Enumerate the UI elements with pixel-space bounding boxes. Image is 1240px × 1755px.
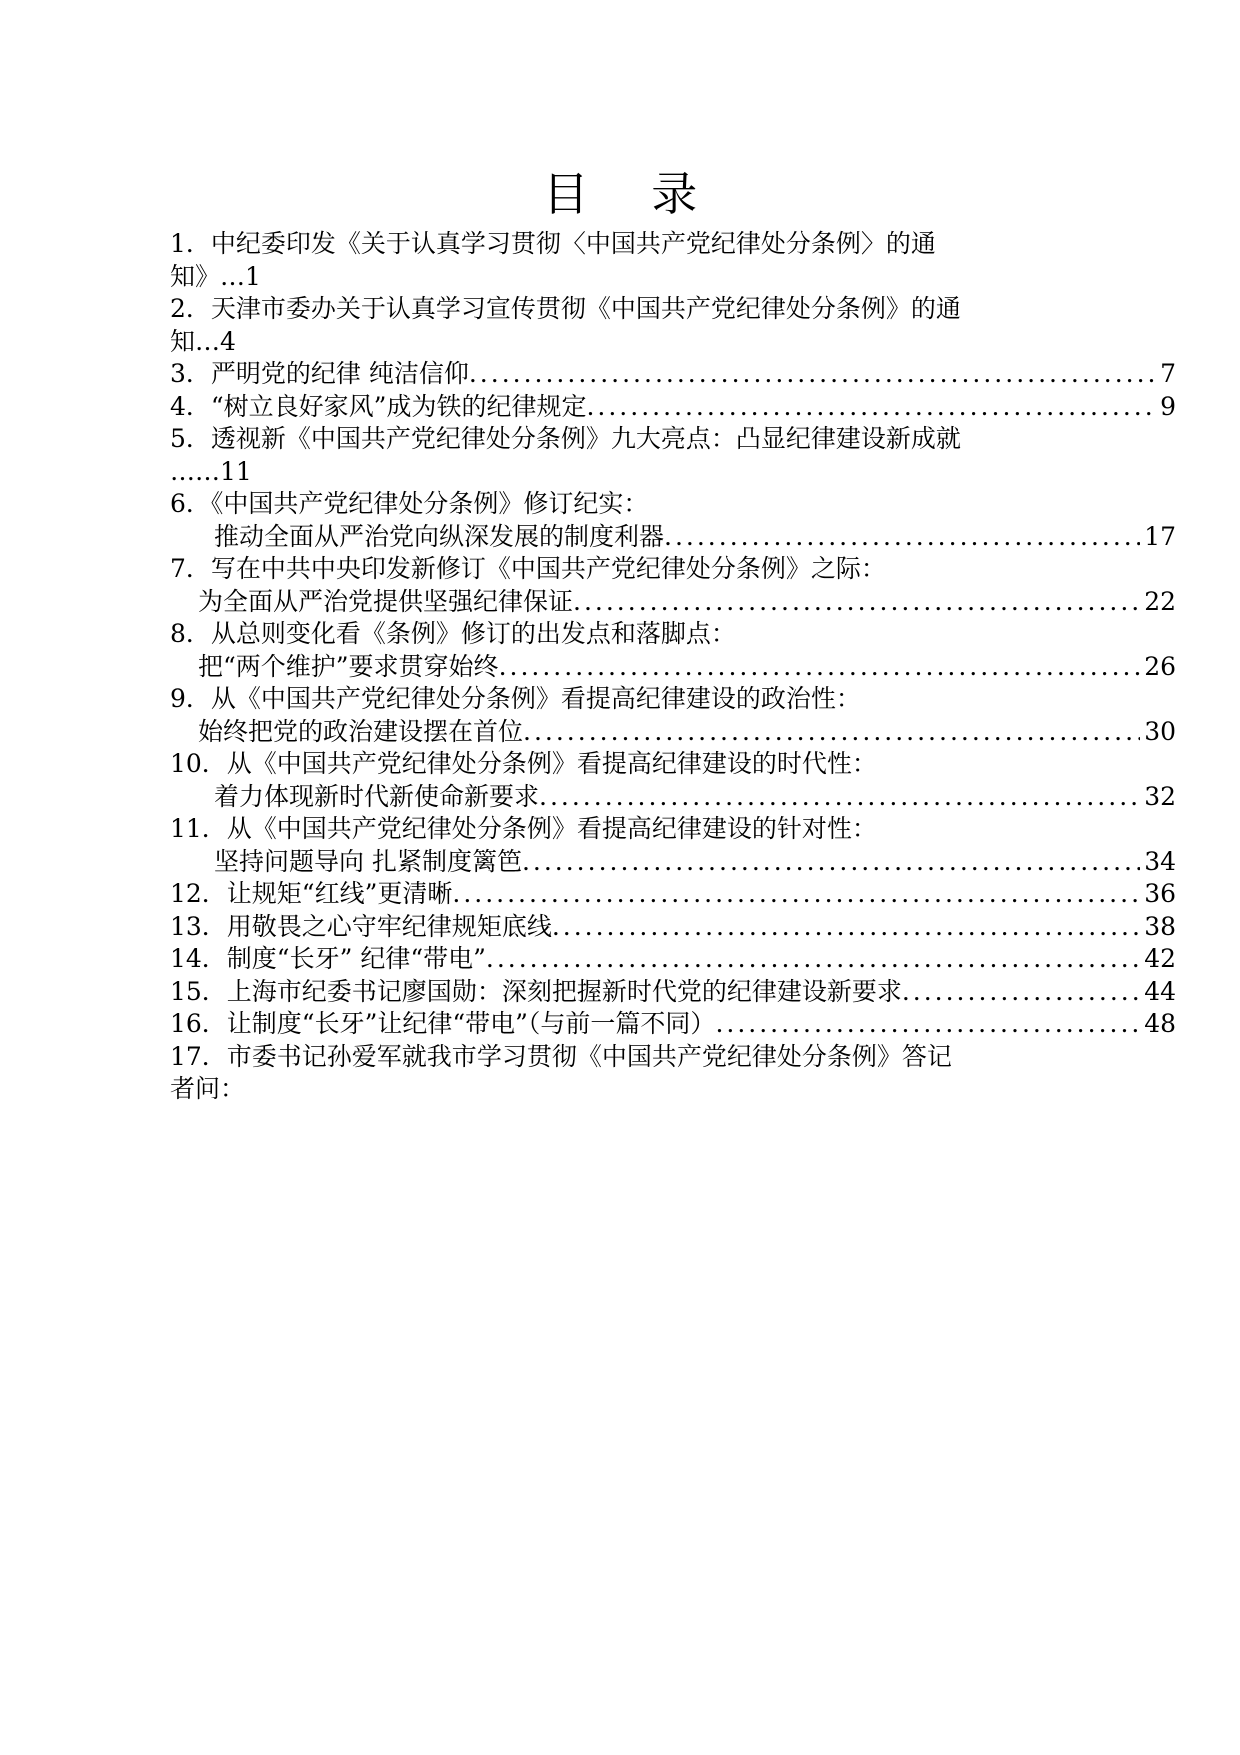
page-number: 17: [1144, 521, 1176, 551]
toc-line[interactable]: [170, 813, 1176, 846]
dot-leader: [486, 943, 1140, 976]
page-number: 48: [1144, 1009, 1176, 1038]
page-number: 36: [1144, 879, 1176, 908]
toc-line[interactable]: [170, 618, 1176, 651]
dot-leader: [522, 846, 1140, 879]
dot-leader: [715, 1008, 1140, 1041]
toc-entry-text: 7．写在中共中央印发新修订《中国共产党纪律处分条例》之际：: [170, 554, 886, 583]
page-number: 30: [1144, 716, 1176, 746]
toc-line[interactable]: [170, 358, 1176, 391]
page-number: 42: [1144, 944, 1176, 973]
toc-line[interactable]: [170, 456, 1176, 489]
toc-line[interactable]: [170, 521, 1176, 554]
page-number: 26: [1144, 651, 1176, 681]
toc-line[interactable]: [170, 553, 1176, 586]
dot-leader: [539, 781, 1140, 814]
toc-entry-text: 17．市委书记孙爱军就我市学习贯彻《中国共产党纪律处分条例》答记: [170, 1041, 952, 1071]
toc-entry-text: 16．让制度“长牙”让纪律“带电”（与前一篇不同）: [170, 1009, 716, 1038]
dot-leader: [552, 911, 1140, 944]
toc-line[interactable]: [170, 228, 1176, 261]
page-number: 38: [1144, 911, 1176, 941]
table-of-contents: [170, 228, 1176, 1106]
page-number: 32: [1144, 781, 1176, 811]
page-number: 22: [1144, 586, 1176, 616]
toc-line[interactable]: [170, 683, 1176, 716]
toc-line[interactable]: [170, 716, 1176, 749]
toc-entry-text: 2．天津市委办关于认真学习宣传贯彻《中国共产党纪律处分条例》的通: [170, 294, 961, 323]
toc-line[interactable]: [170, 293, 1176, 326]
toc-entry-text: 12．让规矩“红线”更清晰: [170, 879, 453, 908]
toc-line[interactable]: [170, 878, 1176, 911]
toc-entry-text: 者问：: [170, 1074, 246, 1103]
toc-entry-text: 10．从《中国共产党纪律处分条例》看提高纪律建设的时代性：: [170, 749, 877, 778]
toc-entry-subtitle: 坚持问题导向 扎紧制度篱笆: [214, 846, 522, 876]
toc-entry-text: 6．《中国共产党纪律处分条例》修订纪实：: [170, 489, 649, 518]
page-number: 9: [1160, 391, 1176, 421]
toc-entry-text: 14．制度“长牙” 纪律“带电”: [170, 944, 486, 973]
toc-entry-text: 知…4: [170, 326, 236, 356]
toc-entry-subtitle: 着力体现新时代新使命新要求: [214, 781, 540, 811]
toc-entry-subtitle: 始终把党的政治建设摆在首位: [198, 716, 524, 746]
page-number: 44: [1144, 976, 1176, 1006]
dot-leader: [452, 878, 1140, 911]
dot-leader: [469, 358, 1156, 391]
toc-entry-subtitle: 把“两个维护”要求贯穿始终: [198, 651, 499, 681]
dot-leader: [586, 391, 1156, 424]
toc-entry-text: 3．严明党的纪律 纯洁信仰: [170, 359, 469, 388]
toc-entry-text: ……11: [170, 456, 252, 486]
dot-leader: [499, 651, 1141, 684]
toc-line[interactable]: [170, 651, 1176, 684]
toc-line[interactable]: [170, 976, 1176, 1009]
toc-line[interactable]: [170, 1041, 1176, 1074]
toc-entry-text: 4．“树立良好家风”成为铁的纪律规定: [170, 391, 587, 421]
toc-entry-text: 8．从总则变化看《条例》修订的出发点和落脚点：: [170, 619, 736, 648]
page-number: 7: [1160, 359, 1176, 388]
dot-leader: [523, 716, 1140, 749]
toc-entry-text: 5．透视新《中国共产党纪律处分条例》九大亮点：凸显纪律建设新成就: [170, 424, 961, 453]
dot-leader: [902, 976, 1140, 1009]
toc-line[interactable]: [170, 943, 1176, 976]
toc-line[interactable]: [170, 391, 1176, 424]
page-number: 34: [1144, 846, 1176, 876]
toc-entry-subtitle: 为全面从严治党提供坚强纪律保证: [198, 586, 574, 616]
toc-line[interactable]: [170, 326, 1176, 359]
toc-line[interactable]: [170, 586, 1176, 619]
toc-line[interactable]: [170, 911, 1176, 944]
page-title: 目 录: [542, 167, 722, 221]
toc-entry-text: 知》…1: [170, 261, 261, 291]
toc-line[interactable]: [170, 748, 1176, 781]
toc-entry-text: 9．从《中国共产党纪律处分条例》看提高纪律建设的政治性：: [170, 684, 861, 713]
toc-line[interactable]: [170, 1008, 1176, 1041]
dot-leader: [573, 586, 1140, 619]
toc-line[interactable]: [170, 781, 1176, 814]
toc-entry-text: 15．上海市纪委书记廖国勋：深刻把握新时代党的纪律建设新要求: [170, 976, 902, 1006]
toc-entry-subtitle: 推动全面从严治党向纵深发展的制度利器: [214, 521, 665, 551]
toc-line[interactable]: [170, 1073, 1176, 1106]
toc-entry-text: 1．中纪委印发《关于认真学习贯彻〈中国共产党纪律处分条例〉的通: [170, 229, 936, 258]
toc-entry-text: 11．从《中国共产党纪律处分条例》看提高纪律建设的针对性：: [170, 814, 877, 843]
dot-leader: [664, 521, 1140, 554]
toc-line[interactable]: [170, 423, 1176, 456]
toc-line[interactable]: [170, 261, 1176, 294]
toc-line[interactable]: [170, 488, 1176, 521]
toc-entry-text: 13．用敬畏之心守牢纪律规矩底线: [170, 911, 552, 941]
toc-line[interactable]: [170, 846, 1176, 879]
